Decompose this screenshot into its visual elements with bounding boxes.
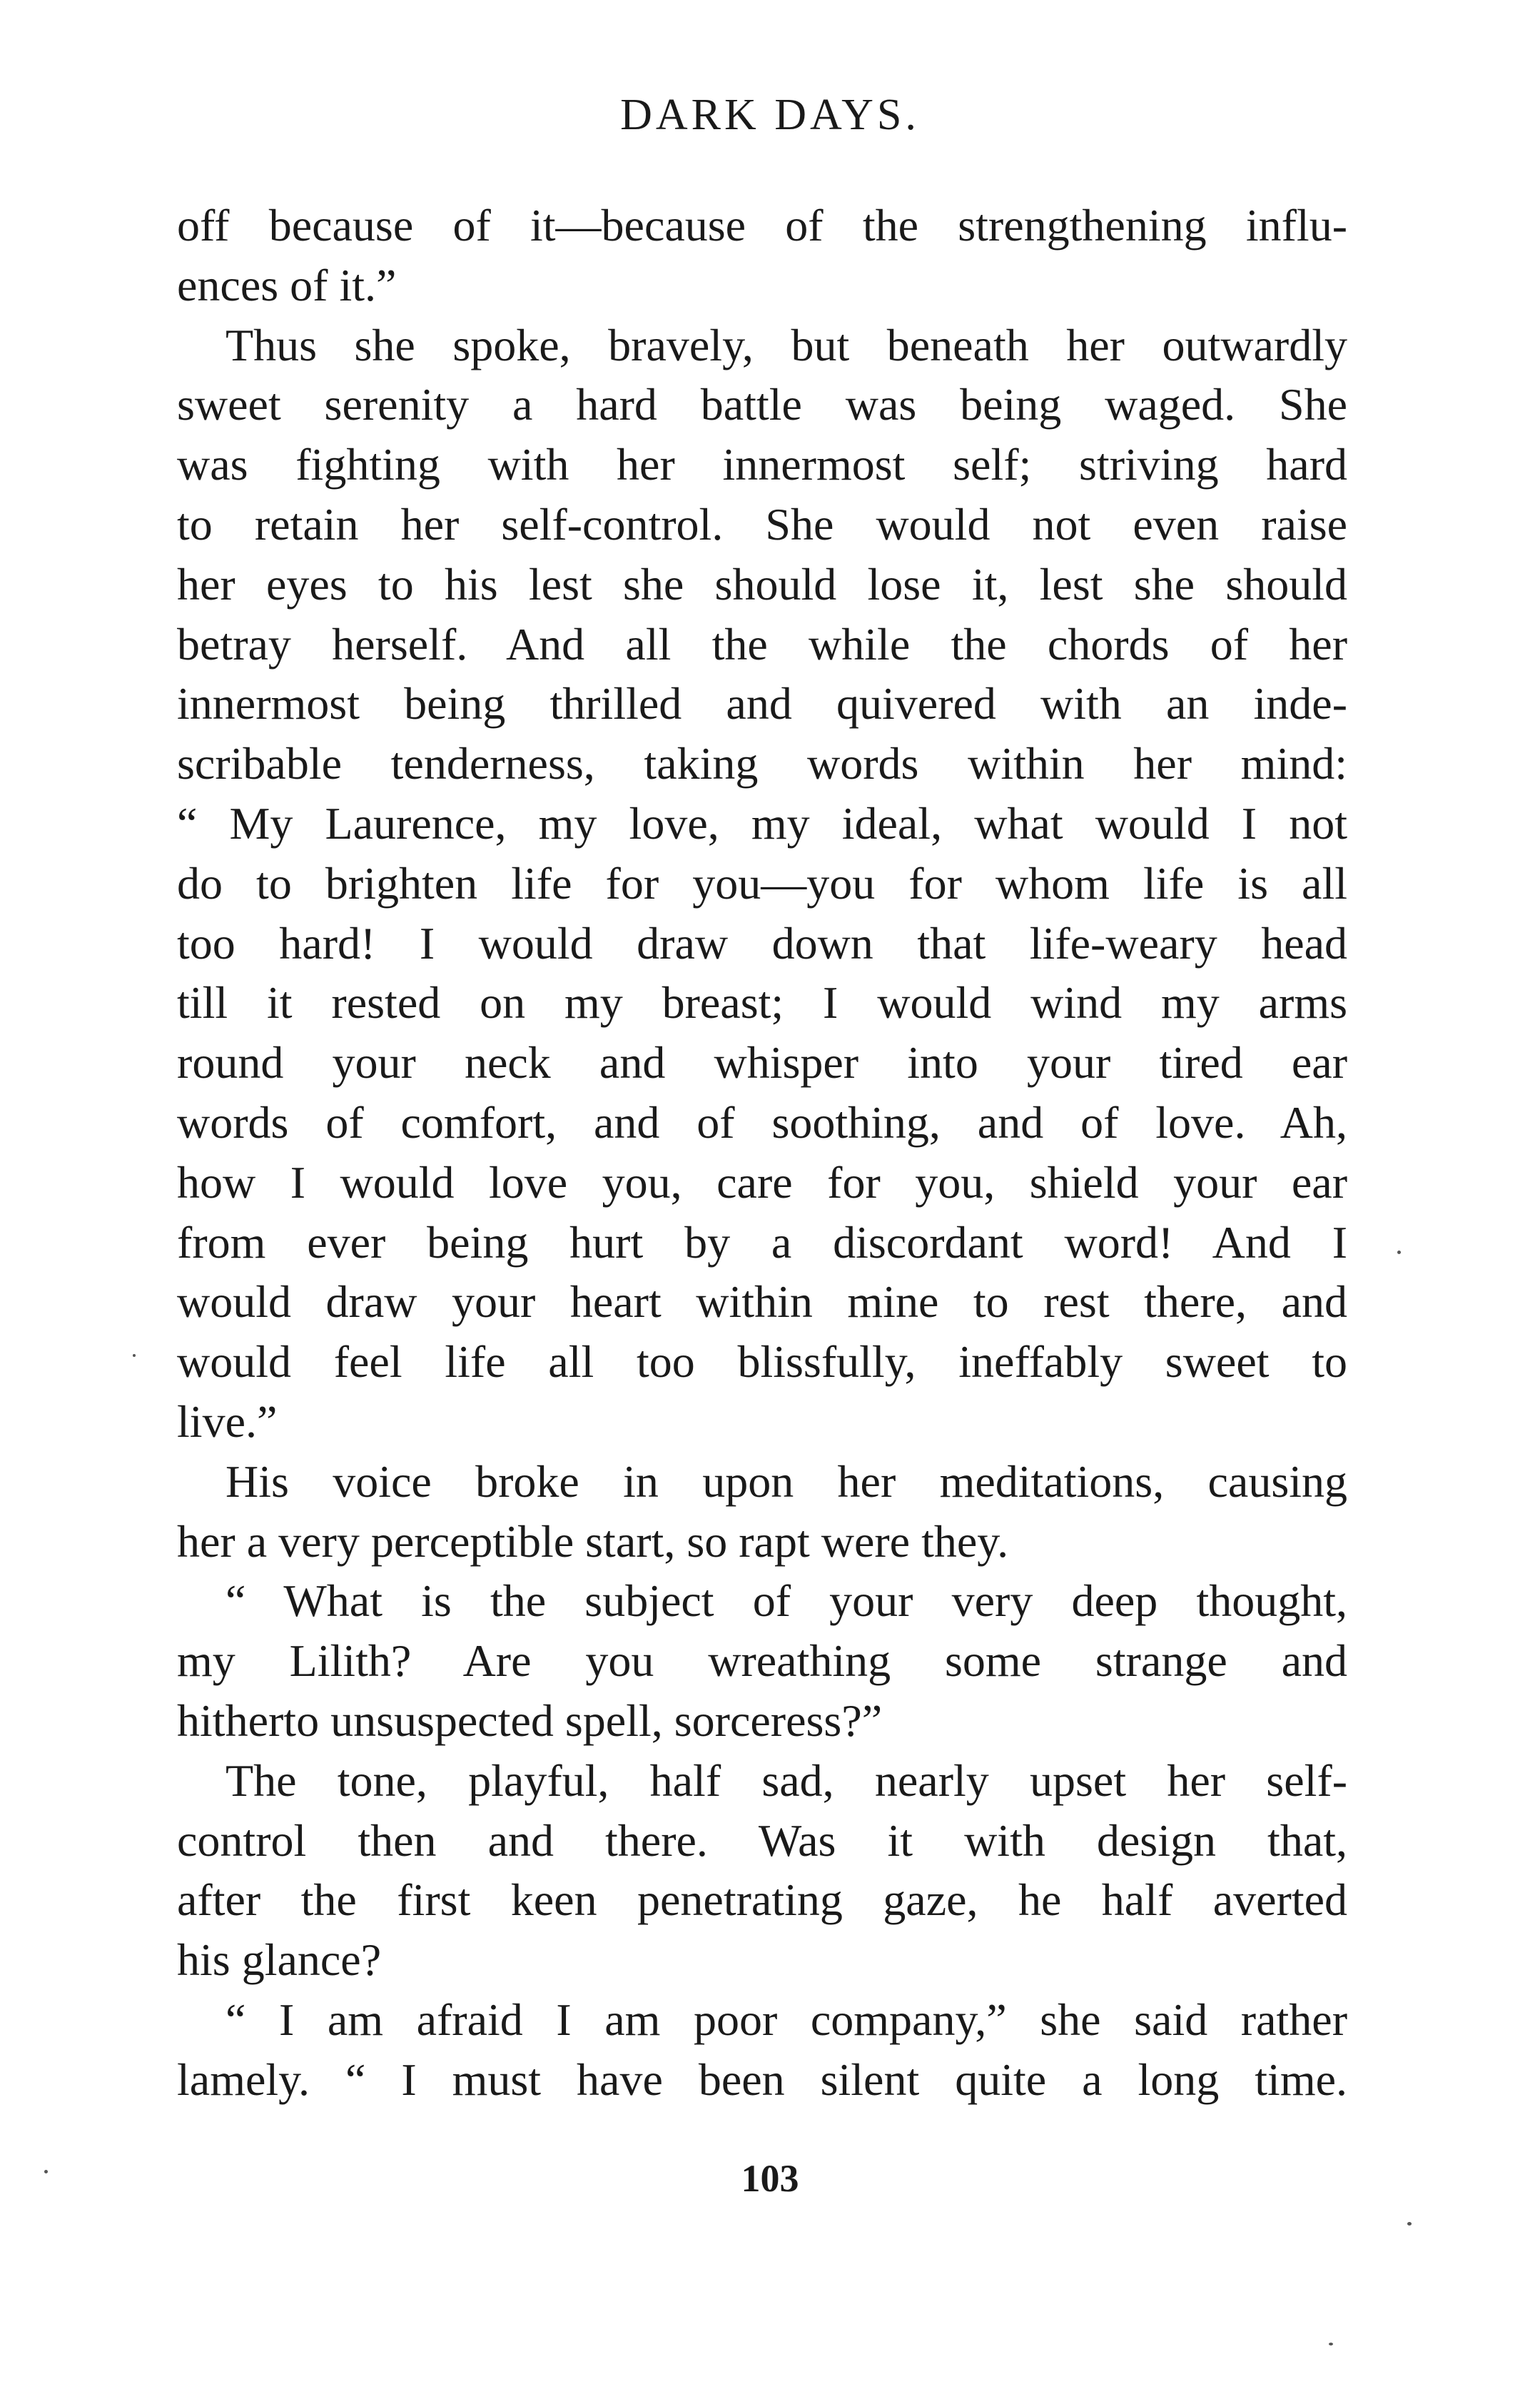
- text-line: lamely. “ I must have been silent quite a long time.: [177, 2054, 1347, 2105]
- scan-speck: [1407, 2222, 1412, 2226]
- text-line: Thus she spoke, bravely, but beneath her outwardly: [226, 319, 1347, 370]
- text-line: would feel life all too blissfully, ineffably sweet to: [177, 1336, 1347, 1388]
- scan-speck: [1329, 2343, 1333, 2345]
- scan-speck: [133, 1354, 136, 1357]
- text-line: my Lilith? Are you wreathing some strange and: [177, 1635, 1347, 1687]
- text-line: “ My Laurence, my love, my ideal, what would I not: [177, 797, 1347, 849]
- text-line: till it rested on my breast; I would wind my arms: [177, 977, 1347, 1029]
- running-head: DARK DAYS.: [620, 91, 920, 139]
- text-line: sweet serenity a hard battle was being waged. She: [177, 379, 1347, 430]
- text-line: would draw your heart within mine to rest there, and: [177, 1276, 1347, 1328]
- text-line: off because of it—because of the strengthening influ-: [177, 200, 1347, 251]
- text-line: do to brighten life for you—you for whom life is all: [177, 857, 1347, 909]
- text-line: too hard! I would draw down that life-weary head: [177, 917, 1347, 969]
- text-line: “ What is the subject of your very deep thought,: [226, 1575, 1347, 1627]
- text-line: scribable tenderness, taking words within her mind:: [177, 738, 1347, 789]
- text-line: control then and there. Was it with design that,: [177, 1814, 1347, 1866]
- text-line: innermost being thrilled and quivered with an inde-: [177, 678, 1347, 729]
- text-line: hitherto unsuspected spell, sorceress?”: [177, 1695, 883, 1746]
- text-line: her eyes to his lest she should lose it, lest she should: [177, 558, 1347, 610]
- text-line: his glance?: [177, 1934, 382, 1986]
- scan-speck: [1397, 1251, 1401, 1254]
- scan-speck: [44, 2170, 48, 2173]
- text-line: from ever being hurt by a discordant word! And I: [177, 1216, 1347, 1268]
- text-line: how I would love you, care for you, shield your ear: [177, 1156, 1347, 1208]
- text-line: words of comfort, and of soothing, and of love. Ah,: [177, 1096, 1347, 1148]
- text-line: to retain her self-control. She would not even raise: [177, 498, 1347, 550]
- text-line: round your neck and whisper into your tired ear: [177, 1037, 1347, 1089]
- text-line: betray herself. And all the while the chords of her: [177, 618, 1347, 670]
- page-number: 103: [741, 2157, 799, 2200]
- text-line: “ I am afraid I am poor company,” she said rather: [226, 1994, 1347, 2045]
- text-line: was fighting with her innermost self; striving hard: [177, 439, 1347, 490]
- text-line: The tone, playful, half sad, nearly upset her self-: [226, 1754, 1347, 1806]
- text-line: after the first keen penetrating gaze, he half averted: [177, 1874, 1347, 1926]
- text-line: His voice broke in upon her meditations, causing: [226, 1455, 1347, 1507]
- body-text: [177, 196, 1347, 2110]
- text-line: ences of it.”: [177, 259, 397, 310]
- text-line: live.”: [177, 1395, 278, 1447]
- text-line: her a very perceptible start, so rapt were they.: [177, 1515, 1009, 1567]
